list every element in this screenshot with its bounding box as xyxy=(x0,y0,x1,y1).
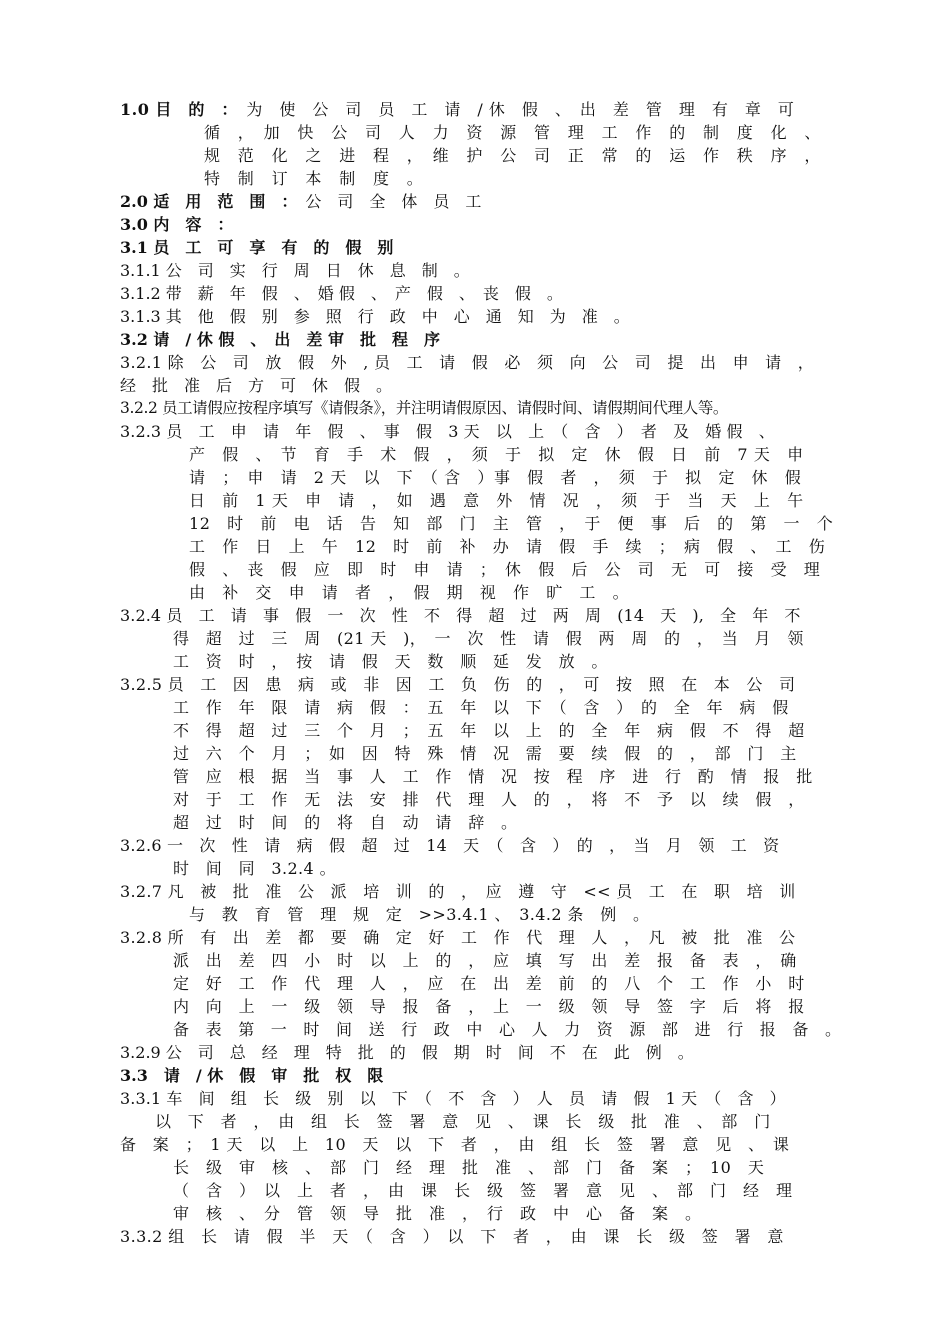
body-line: 管 应 根 据 当 事 人 工 作 情 况 按 程 序 进 行 酌 情 报 批 xyxy=(173,767,813,786)
body-line: 日 前 1 天 申 请 ， 如 遇 意 外 情 况 ， 须 于 当 天 上 午 xyxy=(189,491,804,510)
body-line: （ 含 ） 以 上 者 ， 由 课 长 级 签 署 意 见 、 部 门 经 理 xyxy=(173,1181,793,1200)
body-text: 公 司 全 体 员 工 xyxy=(289,192,482,211)
body-line: 由 补 交 申 请 者 ， 假 期 视 作 旷 工 。 xyxy=(189,583,630,602)
body-line: 经 批 准 后 方 可 休 假 。 xyxy=(120,376,393,395)
body-line: 内 向 上 一 级 领 导 报 备 ， 上 一 级 领 导 签 字 后 将 报 xyxy=(173,997,805,1016)
body-line: 3.3.1 车 间 组 长 级 别 以 下 （ 不 含 ） 人 员 请 假 1 天 （ 含 ） xyxy=(120,1089,786,1108)
body-line: 3.2.9 公 司 总 经 理 特 批 的 假 期 时 间 不 在 此 例 。 xyxy=(120,1043,694,1062)
body-line: 超 过 时 间 的 将 自 动 请 辞 。 xyxy=(173,813,518,832)
body-line: 以 下 者 ， 由 组 长 签 署 意 见 、 课 长 级 批 准 、 部 门 xyxy=(155,1112,771,1131)
body-line: 循 ， 加 快 公 司 人 力 资 源 管 理 工 作 的 制 度 化 、 xyxy=(204,123,822,142)
body-text: 为 使 公 司 员 工 请 / 休 假 、 出 差 管 理 有 章 可 xyxy=(229,100,795,119)
body-line: 得 超 过 三 周 (21 天 )， 一 次 性 请 假 两 周 的 ， 当 月 领 xyxy=(173,629,804,648)
body-line: 3.2.5 员 工 因 患 病 或 非 因 工 负 伤 的 ， 可 按 照 在 本 公 司 xyxy=(120,675,796,694)
body-line: 工 作 年 限 请 病 假 ： 五 年 以 下 （ 含 ） 的 全 年 病 假 xyxy=(173,698,789,717)
body-line: 请 ； 申 请 2 天 以 下 （ 含 ）事 假 者 ， 须 于 拟 定 休 假 xyxy=(189,468,802,487)
body-line: 定 好 工 作 代 理 人 ， 应 在 出 差 前 的 八 个 工 作 小 时 xyxy=(173,974,805,993)
section-heading: 2.0 适 用 范 围 ： xyxy=(120,192,290,211)
body-line: 时 间 同 3.2.4 。 xyxy=(173,859,336,878)
body-line: 假 、 丧 假 应 即 时 申 请 ； 休 假 后 公 司 无 可 接 受 理 xyxy=(189,560,821,579)
section-heading: 3.0 内 容 ： xyxy=(120,215,234,234)
section-heading: 3.2 请 / 休 假 、 出 差 审 批 程 序 xyxy=(120,330,440,349)
body-line: 3.3.2 组 长 请 假 半 天 （ 含 ） 以 下 者 ， 由 课 长 级 签 署 意 xyxy=(120,1227,784,1246)
body-line: 特 制 订 本 制 度 。 xyxy=(204,169,424,188)
body-line: 备 案 ； 1 天 以 上 10 天 以 下 者 ， 由 组 长 签 署 意 见 、 课 xyxy=(120,1135,790,1154)
body-line: 3.1.3 其 他 假 别 参 照 行 政 中 心 通 知 为 准 。 xyxy=(120,307,630,326)
body-line: 规 范 化 之 进 程 ， 维 护 公 司 正 常 的 运 作 秩 序 ， xyxy=(204,146,822,165)
body-line: 派 出 差 四 小 时 以 上 的 ， 应 填 写 出 差 报 备 表 ， 确 xyxy=(173,951,797,970)
body-line: 产 假 、 节 育 手 术 假 ， 须 于 拟 定 休 假 日 前 7 天 申 xyxy=(189,445,804,464)
section-2-0-line xyxy=(120,190,481,213)
body-line: 不 得 超 过 三 个 月 ； 五 年 以 上 的 全 年 病 假 不 得 超 xyxy=(173,721,805,740)
body-line: 3.2.8 所 有 出 差 都 要 确 定 好 工 作 代 理 人 ， 凡 被 批 准 公 xyxy=(120,928,796,947)
body-line: 3.2.1 除 公 司 放 假 外 , 员 工 请 假 必 须 向 公 司 提 出 申 请 ， xyxy=(120,353,815,372)
body-line: 过 六 个 月 ； 如 因 特 殊 情 况 需 要 续 假 的 ， 部 门 主 xyxy=(173,744,797,763)
body-line: 3.1.2 带 薪 年 假 、 婚 假 、 产 假 、 丧 假 。 xyxy=(120,284,563,303)
body-line: 对 于 工 作 无 法 安 排 代 理 人 的 ， 将 不 予 以 续 假 ， xyxy=(173,790,805,809)
body-line: 长 级 审 核 、 部 门 经 理 批 准 、 部 门 备 案 ； 10 天 xyxy=(173,1158,765,1177)
body-line: 12 时 前 电 话 告 知 部 门 主 管 ， 于 便 事 后 的 第 一 个 xyxy=(189,514,834,533)
body-line: 与 教 育 管 理 规 定 >>3.4.1 、 3.4.2 条 例 。 xyxy=(189,905,650,924)
body-line: 审 核 、 分 管 领 导 批 准 ， 行 政 中 心 备 案 。 xyxy=(173,1204,702,1223)
section-heading: 1.0 目 的 ： xyxy=(120,100,230,119)
body-line: 备 表 第 一 时 间 送 行 政 中 心 人 力 资 源 部 进 行 报 备 。 xyxy=(173,1020,842,1039)
section-heading: 3.1 员 工 可 享 有 的 假 别 xyxy=(120,238,394,257)
body-line: 3.1.1 公 司 实 行 周 日 休 息 制 。 xyxy=(120,261,470,280)
body-line: 3.2.3 员 工 申 请 年 假 、 事 假 3 天 以 上 （ 含 ） 者 及 婚 假 、 xyxy=(120,422,775,441)
section-1-0-line-1 xyxy=(120,98,794,121)
body-line: 3.2.6 一 次 性 请 病 假 超 过 14 天 （ 含 ） 的 ， 当 月 领 工 资 xyxy=(120,836,780,855)
body-line: 工 资 时 ， 按 请 假 天 数 顺 延 发 放 。 xyxy=(173,652,608,671)
body-line: 3.2.4 员 工 请 事 假 一 次 性 不 得 超 过 两 周 (14 天 ), 全 年 不 xyxy=(120,606,801,625)
body-line: 工 作 日 上 午 12 时 前 补 办 请 假 手 续 ； 病 假 、 工 伤 xyxy=(189,537,826,556)
body-line: 3.2.7 凡 被 批 准 公 派 培 训 的 ， 应 遵 守 << 员 工 在 职 培 训 xyxy=(120,882,796,901)
section-heading: 3.3 请 / 休 假 审 批 权 限 xyxy=(120,1066,384,1085)
body-line: 3.2.2 员工请假应按程序填写《请假条》，并注明请假原因、请假时间、请假期间代理人等。 xyxy=(120,399,729,417)
